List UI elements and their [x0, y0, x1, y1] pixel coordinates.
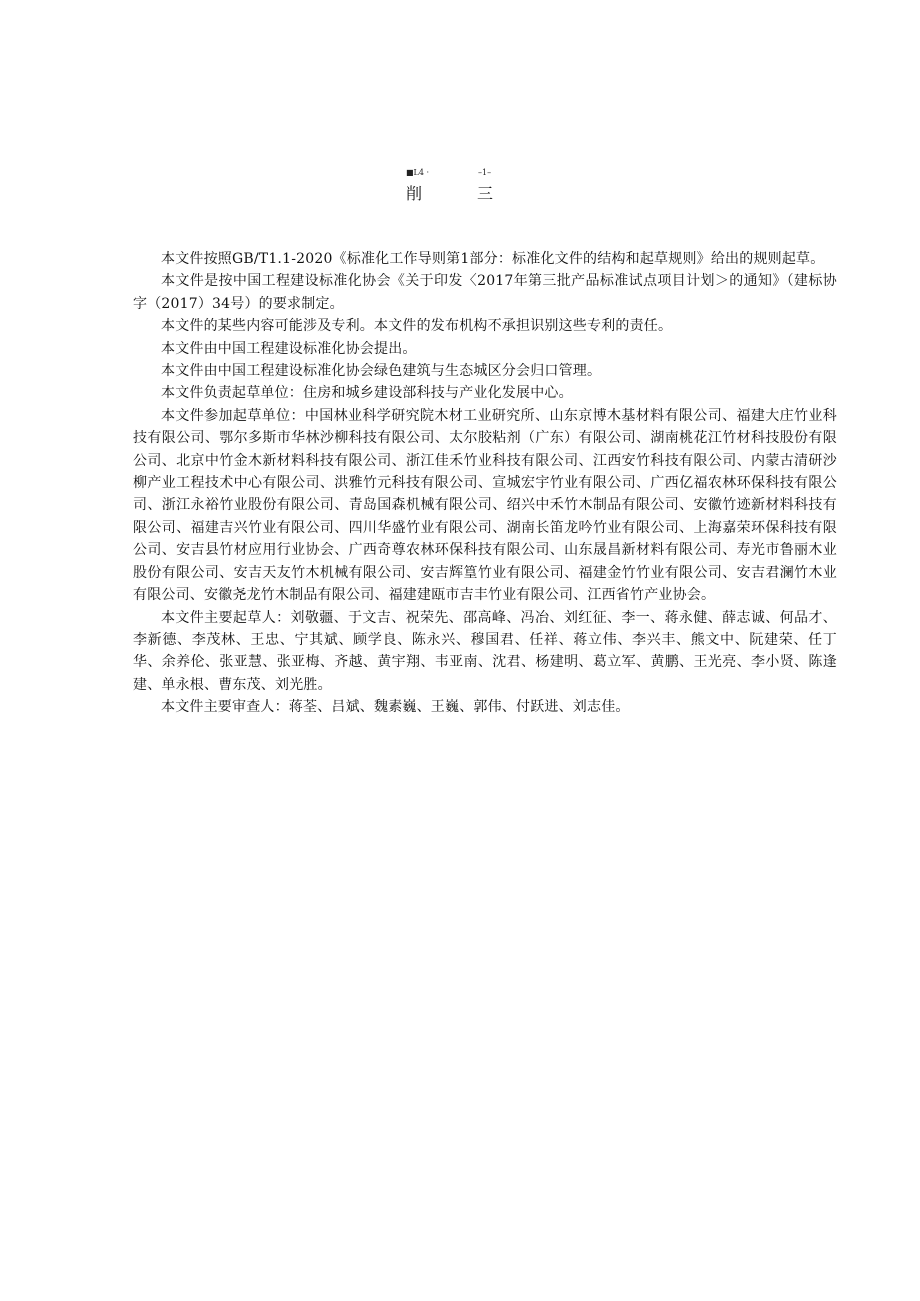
- paragraph-reviewers: 本文件主要审查人：蒋荃、吕斌、魏素巍、王巍、郭伟、付跃进、刘志佳。: [161, 699, 630, 716]
- header-marks: [0, 168, 920, 180]
- page-title-right: 三: [477, 184, 494, 203]
- paragraph-basis: 本文件是按中国工程建设标准化协会《关于印发〈2017年第三批产品标准试点项目计划＞的通知》（建标协字（2017）34号）的要求制定。: [133, 273, 837, 312]
- paragraph-drafting-rules: 本文件按照GB/T1.1-2020《标准化工作导则第1部分：标准化文件的结构和起草规则》给出的规则起草。: [161, 251, 825, 267]
- paragraph-patent: 本文件的某些内容可能涉及专利。本文件的发布机构不承担识别这些专利的责任。: [161, 318, 673, 335]
- paragraph-lead-drafter: 本文件负责起草单位：住房和城乡建设部科技与产业化发展中心。: [161, 385, 573, 402]
- header-mark-right: –1–: [478, 168, 492, 177]
- paragraph-participants: 本文件参加起草单位：中国林业科学研究院木材工业研究所、山东京博木基材料有限公司、福建大庄竹业科技有限公司、鄂尔多斯市华林沙柳科技有限公司、太尔胶粘剂（广东）有限公司、湖南桃花江竹材科技股份有限公司、北京中竹金木新材料科技有限公司、浙江佳禾竹业科技有限公司、江西安竹科技有限公司、内蒙古清研沙柳产业工程技术中心有限公司、洪雅竹元科技有限公司、宣城宏宇竹业有限公司、广西亿福农林环保科技有限公司、浙江永裕竹业股份有限公司、青岛国森机械有限公司、绍兴中禾竹木制品有限公司、安徽竹迹新材料科技有限公司、福建吉兴竹业有限公司、四川华盛竹业有限公司、湖南长笛龙吟竹业有限公司、上海嘉荣环保科技有限公司、安吉县竹材应用行业协会、广西奇尊农林环保科技有限公司、山东晟昌新材料有限公司、寿光市鲁丽木业股份有限公司、安吉天友竹木机械有限公司、安吉辉篁竹业有限公司、福建金竹竹业有限公司、安吉君澜竹木业有限公司、安徽尧龙竹木制品有限公司、福建建瓯市吉丰竹业有限公司、江西省竹产业协会。: [133, 407, 837, 604]
- paragraph-drafters: 本文件主要起草人：刘敬疆、于文吉、祝荣先、邵高峰、冯冶、刘红征、李一、蒋永健、薛志诚、何品才、李新德、李茂林、王忠、宁其斌、顾学良、陈永兴、穆国君、任祥、蒋立伟、李兴丰、熊文中、阮建荣、任丁华、余养伦、张亚慧、张亚梅、齐越、黄宇翔、韦亚南、沈君、杨建明、葛立军、黄鹏、王光亮、李小贤、陈逢建、单永根、曹东茂、刘光胜。: [133, 609, 837, 693]
- paragraph-proposer: 本文件由中国工程建设标准化协会提出。: [161, 340, 417, 357]
- body-text: [133, 248, 837, 719]
- page-title-left: 削: [406, 184, 423, 203]
- header-mark-left: ■L4 ·: [406, 168, 430, 177]
- paragraph-management: 本文件由中国工程建设标准化协会绿色建筑与生态城区分会归口管理。: [161, 363, 602, 380]
- page-title: [0, 183, 920, 207]
